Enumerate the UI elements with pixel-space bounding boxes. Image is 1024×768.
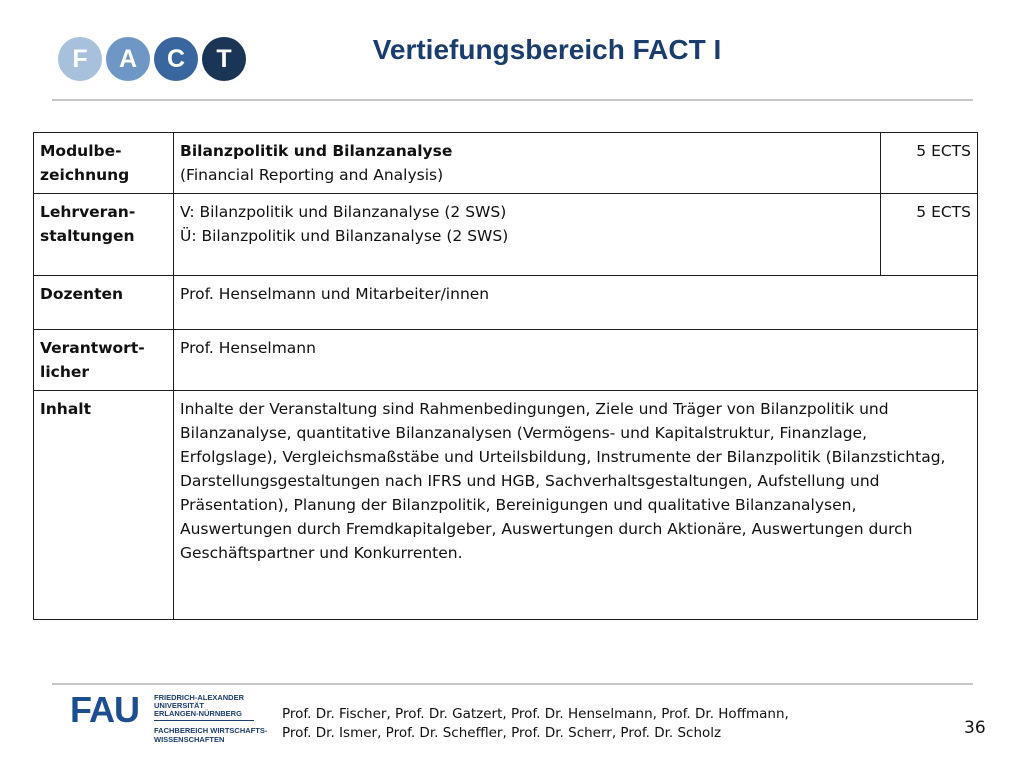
module-subtitle: (Financial Reporting and Analysis) bbox=[180, 166, 444, 184]
row-label: Verantwort- licher bbox=[34, 330, 174, 391]
ects-value: 5 ECTS bbox=[881, 133, 978, 194]
logo-circle-f: F bbox=[58, 37, 102, 81]
fau-line-1: FRIEDRICH-ALEXANDER bbox=[154, 693, 244, 702]
module-title: Bilanzpolitik und Bilanzanalyse bbox=[180, 142, 453, 160]
lecturers-value: Prof. Henselmann und Mitarbeiter/innen bbox=[174, 276, 978, 330]
content-description bbox=[174, 391, 978, 620]
logo-circle-t: T bbox=[202, 37, 246, 81]
row-label: Modulbe- zeichnung bbox=[34, 133, 174, 194]
logo-circle-c: C bbox=[154, 37, 198, 81]
author-line-2: Prof. Dr. Ismer, Prof. Dr. Scheffler, Prof. Dr. Scherr, Prof. Dr. Scholz bbox=[282, 725, 722, 741]
table-row bbox=[34, 194, 978, 276]
ects-value: 5 ECTS bbox=[881, 194, 978, 276]
table-row bbox=[34, 133, 978, 194]
row-label: Lehrveran- staltungen bbox=[34, 194, 174, 276]
fau-line-2: UNIVERSITÄT bbox=[154, 701, 205, 710]
table-row bbox=[34, 391, 978, 620]
module-title-cell bbox=[174, 133, 881, 194]
fau-logo bbox=[70, 689, 270, 752]
courses-cell bbox=[174, 194, 881, 276]
fau-line-3: ERLANGEN-NÜRNBERG bbox=[154, 709, 242, 718]
fau-logo-letters: FAU bbox=[70, 689, 139, 730]
fau-department-line-1: FACHBEREICH WIRTSCHAFTS- bbox=[154, 726, 268, 735]
logo-circle-a: A bbox=[106, 37, 150, 81]
page-number: 36 bbox=[964, 718, 986, 738]
responsible-value: Prof. Henselmann bbox=[174, 330, 978, 391]
fau-department-line-2: WISSENSCHAFTEN bbox=[154, 735, 225, 744]
table-row bbox=[34, 276, 978, 330]
fau-separator bbox=[154, 720, 254, 721]
footer-divider bbox=[52, 683, 973, 685]
row-label: Inhalt bbox=[34, 391, 174, 620]
page-title: Vertiefungsbereich FACT I bbox=[372, 34, 722, 65]
author-list bbox=[282, 705, 789, 743]
course-lecture: V: Bilanzpolitik und Bilanzanalyse (2 SWS) bbox=[180, 203, 507, 221]
fau-department bbox=[154, 726, 267, 744]
header-divider bbox=[52, 99, 973, 101]
row-label: Dozenten bbox=[34, 276, 174, 330]
content-paragraph-1: Inhalte der Veranstaltung sind Rahmenbedingungen, Ziele und Träger von Bilanzpolitik und Bilanzanalyse, quantitative Bilanzanalysen (Vermögens- und Kapitalstruktur, Finanzlage, bbox=[180, 400, 889, 442]
module-table bbox=[33, 132, 978, 620]
content-paragraph-2: Erfolgslage), Vergleichsmaßstäbe und Urteilsbildung, Instrumente der Bilanzpolitik (Bilanzstichtag, Darstellungsgestaltungen nach IFRS und HGB, Sachverhaltsgestaltungen, Aufstellung und Präsentation), Planung der Bilanzpolitik, Bereinigungen und qualitative Bilanzanalysen, Auswertungen durch Fremdkapitalgeber, Auswertungen durch Aktionäre, Auswertungen durch Geschäftspartner und Konkurrenten. bbox=[180, 448, 946, 562]
table-row bbox=[34, 330, 978, 391]
course-exercise: Ü: Bilanzpolitik und Bilanzanalyse (2 SWS) bbox=[180, 227, 509, 245]
author-line-1: Prof. Dr. Fischer, Prof. Dr. Gatzert, Prof. Dr. Henselmann, Prof. Dr. Hoffmann, bbox=[282, 706, 789, 722]
